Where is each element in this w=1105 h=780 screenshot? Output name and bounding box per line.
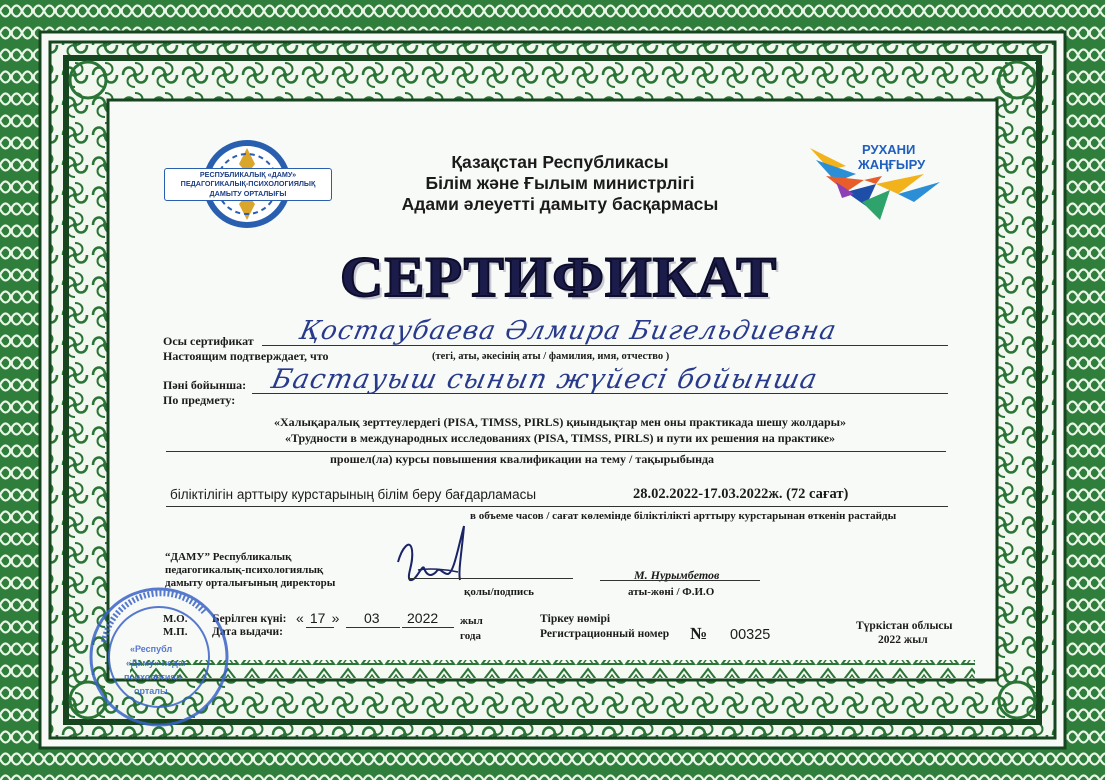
certificate-title: СЕРТИФИКАТ <box>340 245 778 309</box>
recipient-label-ru: Настоящим подтверждает, что <box>163 349 329 363</box>
signature-caption: қолы/подпись <box>464 586 534 598</box>
subject-line <box>252 393 948 394</box>
registration-label-ru: Регистрационный номер <box>540 628 670 640</box>
subject-label-kz: Пәні бойынша: <box>163 378 247 392</box>
rukhani-text-1: РУХАНИ <box>862 142 916 157</box>
date-month-line <box>346 627 400 628</box>
program-label: біліктілігін арттыру курстарының білім беру бағдарламасы <box>170 487 537 502</box>
rukhani-text-2: ЖАҢҒЫРУ <box>858 157 926 172</box>
program-dates: 28.02.2022-17.03.2022ж. (72 сағат) <box>633 486 849 502</box>
mo-label: М.О. <box>163 613 188 625</box>
program-caption: в объеме часов / сағат көлемінде біліктілікті арттыру курстарынан өткенін растайды <box>470 510 897 522</box>
header-line-2: Білім және Ғылым министрлігі <box>425 173 695 193</box>
year-label-kz: жыл <box>460 615 483 627</box>
place-region: Түркістан облысы <box>856 620 953 632</box>
director-name: М. Нурымбетов <box>634 568 720 582</box>
date-month: 03 <box>364 610 380 626</box>
issue-date <box>296 610 339 626</box>
director-name-caption: аты-жөні / Ф.И.О <box>628 586 715 598</box>
recipient-hint: (тегі, аты, әкесінің аты / фамилия, имя, отчество ) <box>432 351 670 362</box>
recipient-name: Қостаубаева Әлмира Бигельдиевна <box>296 316 840 346</box>
daamu-logo-text-1: РЕСПУБЛИКАЛЫҚ «ДАМУ» <box>199 170 297 179</box>
registration-no-sign: № <box>690 624 708 643</box>
director-signature <box>388 520 488 590</box>
daamu-logo <box>162 138 332 230</box>
year-label-ru: года <box>460 630 481 642</box>
date-day: 17 <box>309 610 326 626</box>
svg-text:орталы: орталы <box>134 686 168 696</box>
recipient-name-line <box>262 345 948 346</box>
signature-line <box>408 578 573 579</box>
mp-label: М.П. <box>163 626 188 638</box>
header-line-3: Адами әлеуетті дамыту басқармасы <box>401 194 719 214</box>
recipient-label-kz: Осы сертификат <box>163 334 254 348</box>
issued-label-kz: Берілген күні: <box>212 613 287 625</box>
subject-label-ru: По предмету: <box>163 393 236 407</box>
subject-value: Бастауыш сынып жүйесі бойынша <box>268 364 821 395</box>
svg-text:«Даму» педаг: «Даму» педаг <box>126 658 187 668</box>
director-line-3: дамыту орталығының директоры <box>165 577 336 589</box>
topic-line-ru: «Трудности в международных исследованиях (PISA, TIMSS, PIRLS) и пути их решения на практике» <box>284 431 836 445</box>
registration-label-kz: Тіркеу нөмірі <box>540 613 611 625</box>
registration-number: 00325 <box>730 627 771 643</box>
round-stamp <box>84 582 234 732</box>
date-day-line <box>306 627 334 628</box>
issued-label-ru: Дата выдачи: <box>212 626 284 638</box>
place-year: 2022 жыл <box>878 634 928 646</box>
svg-text:психологиял: психологиял <box>124 672 182 682</box>
date-year: 2022 <box>407 610 439 626</box>
director-name-line <box>600 580 760 581</box>
director-line-2: педагогикалық-психологиялық <box>165 564 324 576</box>
svg-text:«Республ: «Республ <box>130 644 173 654</box>
daamu-logo-banner <box>164 168 332 201</box>
course-caption: прошел(ла) курсы повышения квалификации на тему / тақырыбында <box>330 452 715 466</box>
topic-line-kz: «Халықаралық зерттеулердегі (PISA, TIMSS, PIRLS) қиындықтар мен оны практикада шешу жолдары» <box>274 415 846 429</box>
daamu-logo-text-2: ПЕДАГОГИКАЛЫҚ-ПСИХОЛОГИЯЛЫҚ <box>180 179 316 189</box>
header-line-1: Қазақстан Республикасы <box>451 152 669 172</box>
program-line <box>166 506 948 507</box>
director-line-1: “ДАМУ” Республикалық <box>165 551 292 563</box>
date-year-line <box>402 627 454 628</box>
daamu-logo-text-3: ДАМЫТУ ОРТАЛЫҒЫ <box>209 188 287 198</box>
date-close-quote: » <box>331 610 340 626</box>
date-open-quote: « <box>296 610 304 626</box>
rukhani-logo <box>806 140 966 226</box>
